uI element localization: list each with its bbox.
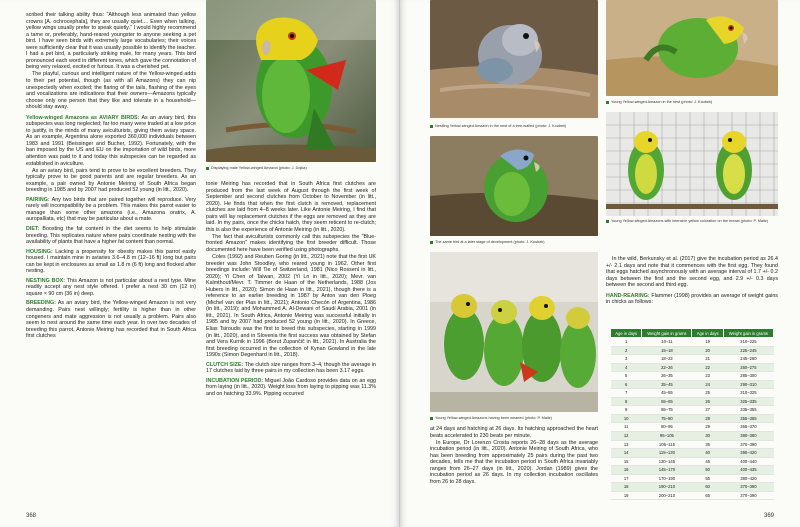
table-row	[611, 483, 774, 492]
paragraph-incubation	[206, 378, 376, 398]
section-text-nesting-box: This Amazon is not particular about a nest type. Mine readily accept any nest style offered. I prefer a nest 30 cm (12 in) square × 90 cm (36 in) deep.	[26, 277, 196, 297]
section-heading-breeding: BREEDING:	[26, 300, 56, 307]
table-cell: 17	[611, 474, 642, 483]
section-heading-housing: HOUSING:	[26, 248, 53, 255]
section-text-pairing: Any two birds that are paired together will reproduce. Very rarely will incompatibility be a problem. This makes this parrot easier to manage than some other amazons (i.e., Amazona oratrix, A. auropalliata, etc) that may be particular about a mate.	[26, 196, 196, 223]
table-cell: 130–145	[642, 457, 692, 466]
table-row	[611, 449, 774, 458]
table-cell: 370–390	[723, 440, 773, 449]
table-cell: 15–18	[642, 346, 692, 355]
table-cell: 19	[611, 491, 642, 500]
paragraph-pairing	[26, 197, 196, 223]
table-cell: 60	[692, 483, 723, 492]
section-heading-nesting-box: NESTING BOX:	[26, 277, 65, 284]
table-cell: 23	[692, 372, 723, 381]
caption-text: The same bird at a later stage of development (photo: J. Koubek)	[435, 240, 545, 244]
table-row	[611, 423, 774, 432]
header-weight-1: Weight gain in grams	[642, 329, 692, 338]
table-cell: 20	[692, 346, 723, 355]
table-cell: 24	[692, 380, 723, 389]
table-cell: 225–245	[723, 346, 773, 355]
table-cell: 290–310	[723, 380, 773, 389]
table-row	[611, 338, 774, 347]
table-cell: 210–225	[723, 338, 773, 347]
table-cell: 35	[692, 440, 723, 449]
table-cell: 5	[611, 372, 642, 381]
table-row	[611, 380, 774, 389]
table-row	[611, 457, 774, 466]
table-cell: 27	[692, 406, 723, 415]
section-text-incubation: Miguel João Cardoso provides data on an egg from laying (in litt., 2020). Weight loss from laying to pipping was 11.3% and on hatching 33.9%. Pipping occurred	[206, 377, 376, 397]
table-cell: 80–95	[642, 423, 692, 432]
table-cell: 380–420	[723, 474, 773, 483]
section-text-clutch-size: The clutch size ranges from 3–4, though the average in 17 clutches laid by three pairs in my collection has been 3.17 eggs.	[206, 361, 377, 375]
table-cell: 2	[611, 346, 642, 355]
table-cell: 325–335	[723, 397, 773, 406]
table-cell: 390–420	[723, 449, 773, 458]
paragraph-aviary-pairs: As an aviary bird, pairs tend to prove to be excellent breeders. They typically prove to be good parents and are regular breeders. As an example, a pair owned by Antonie Meiring of South Africa began breeding in 1985 and by 2007 had produced 52 young (in litt., 2020).	[26, 167, 196, 194]
photo-yellow-breast-pair	[606, 112, 778, 216]
table-cell: 22–26	[642, 363, 692, 372]
table-cell: 35–45	[642, 380, 692, 389]
caption-later-stage	[430, 240, 598, 245]
table-row	[611, 466, 774, 475]
header-age-1: Age in days	[611, 329, 642, 338]
table-cell: 14	[611, 449, 642, 458]
table-cell: 30	[692, 432, 723, 441]
photo-later-stage	[430, 136, 598, 236]
caption-weaned	[430, 416, 598, 421]
table-cell: 21	[692, 355, 723, 364]
table-cell: 95–105	[642, 432, 692, 441]
table-cell: 18–22	[642, 355, 692, 364]
table-row	[611, 346, 774, 355]
table-cell: 105–115	[642, 440, 692, 449]
table-cell: 4	[611, 363, 642, 372]
caption-marker-icon	[430, 125, 433, 128]
photo-weaned-group	[430, 252, 598, 412]
section-heading-hand-rearing: HAND-REARING:	[606, 292, 650, 299]
table-cell: 400–440	[723, 457, 773, 466]
weight-gain-table	[610, 328, 774, 500]
caption-text: Young Yellow-winged Amazons having been weaned (photo: P. Maltz)	[435, 416, 552, 420]
paragraph-hatching: at 24 days and hatching at 26 days. Its hatching approached the heart beats accelerated to 230 beats per minute.	[430, 426, 598, 439]
table-cell: 45–55	[642, 389, 692, 398]
table-body	[611, 338, 774, 500]
table-row	[611, 414, 774, 423]
table-cell: 370–390	[723, 491, 773, 500]
table-cell: 11	[611, 423, 642, 432]
paragraph-housing	[26, 249, 196, 275]
table-cell: 365–370	[723, 423, 773, 432]
header-weight-2: Weight gain in grams	[723, 329, 773, 338]
table-cell: 28	[692, 414, 723, 423]
section-heading-clutch-size: CLUTCH SIZE:	[206, 361, 244, 368]
table-cell: 190–210	[642, 483, 692, 492]
caption-young-in-nest	[606, 100, 778, 105]
caption-nestling-tree	[430, 124, 598, 129]
section-heading-incubation: INCUBATION PERIOD:	[206, 377, 264, 384]
left-column	[26, 12, 196, 340]
table-cell: 65–75	[642, 406, 692, 415]
section-text-breeding: As an aviary bird, the Yellow-winged Amazon is not very demanding. Pairs nest willingly; fertility is higher than in other congeners and mate aggression is not usually a problem. Pairs also seem to nest around the same time each year. In over two decades of breeding this parrot, Antonie Meiring has recorded that in South Africa first clutches	[26, 300, 196, 340]
header-age-2: Age in days	[692, 329, 723, 338]
right-page	[400, 0, 800, 527]
section-heading-diet: DIET:	[26, 225, 40, 232]
caption-marker-icon	[206, 167, 209, 170]
table-row	[611, 440, 774, 449]
table-cell: 260–275	[723, 363, 773, 372]
paragraph-playful: The playful, curious and intelligent nature of the Yellow-winged adds to their pet potential, though (as with all Amazons) they can nip unexpectedly when excited; the flaring of the tails, flashing of the eyes and vocalizations are indications that their owners—Amazons typically choose only one person that they like and tolerate in a household—should stay away.	[26, 71, 196, 111]
table-header-row	[611, 329, 774, 338]
photo-nestling-tree-nest	[430, 0, 598, 118]
caption-displaying-male	[206, 166, 376, 171]
table-row	[611, 491, 774, 500]
table-cell: 12	[611, 432, 642, 441]
table-cell: 335–355	[723, 406, 773, 415]
caption-marker-icon	[430, 241, 433, 244]
table-cell: 19	[692, 338, 723, 347]
section-text-housing: Lacking a propensity for obesity makes this parrot easily housed. I maintain mine in aviaries 3.6–4.8 m (12–16 ft) long but pairs can be kept in enclosures as small as 1.8 m (6 ft) long and flocked after nesting.	[26, 248, 196, 275]
table-row	[611, 406, 774, 415]
table-cell: 65	[692, 491, 723, 500]
paragraph-incubation-period: In Europe, Dr Lorenzo Crosta reports 26–28 days as the average incubation period (in litt., 2020). Antonie Meiring of South Africa, who has been breeding from approximately 25 pairs during the past two decades, tells me that the incubation period in South Africa invariably ranges from 26–27 days (in litt., 2020). Jordan (1989) gives the incubation period as 26 days. In my collection incubation oscillates from 26 to 28 days.	[430, 439, 598, 485]
photo-displaying-male	[206, 0, 376, 162]
caption-text: Young Yellow-winged Amazon in the nest (photo: J. Koubek)	[611, 100, 713, 104]
paragraph-wild-incubation: In the wild, Berkunsky et al. (2017) give the incubation period as 26.4 +/- 2.1 days and note that it commences with the first egg. They found that eggs hatched asynchronously with an average interval of 1.7 +/- 0.2 days between the first and the second egg, and 2.9 +/- 0.3 days between the second and third egg.	[606, 256, 778, 289]
table-row	[611, 432, 774, 441]
table-cell: 15	[611, 457, 642, 466]
table-cell: 75–80	[642, 414, 692, 423]
table-cell: 18	[611, 483, 642, 492]
table-cell: 170–190	[642, 474, 692, 483]
table-cell: 10–11	[642, 338, 692, 347]
table-cell: 200–210	[642, 491, 692, 500]
table-row	[611, 474, 774, 483]
table-cell: 6	[611, 380, 642, 389]
caption-marker-icon	[606, 220, 609, 223]
table-cell: 13	[611, 440, 642, 449]
table-row	[611, 389, 774, 398]
section-text-aviary: As an aviary bird, this subspecies was long neglected; far too many were traded at a low price to justify, in the minds of many aviculturists, giving them aviary space. As an example, Argentina alone exported 360,000 individuals between 1983 and 1991 (Beissinger and Bucher, 1992). Fortunately, with the ban imposed by the US and EU on the importation of wild birds, more attention was paid to it and today this subspecies can be regarded as established in aviculture.	[26, 114, 196, 167]
table-row	[611, 363, 774, 372]
table-cell: 3	[611, 355, 642, 364]
paragraph-clutches: tonie Meiring has recorded that in South Africa first clutches are produced from the last week of August through the first week of September and second clutches from October to November (in litt., 2020). He finds that when the first clutch is removed, replacement clutches are laid from 4–8 weeks later. Like Antonie Meiring, I find that pairs will lay replacement clutches if the eggs are removed as they are laid. In my pairs, once the chicks hatch, they seem reticent to re-clutch; this is also the experience of Antonie Meiring (in litt., 2020).	[206, 181, 376, 233]
paragraph-first-breeders: Coles (1992) and Reuben Goring (in litt., 2021) note that the first UK breeder was John Stoodley, who reared young in 1962. Other first breedings include: Will Tie of Switzerland, 1981 (Nico Rossenl in litt., 2020); Yi Chen of Taiwan, 2002 (Yi Ln in litt., 2020); Mevr. van Kalmthout/Mevr. T. Timmer de Haan of the Netherlands, 1988 (Jos Hubers in litt., 2020); Simon de Haan in litt., 2021), though there is a reference to an earlier breeding in 1987 by Anton van den Ploeg (Michel van der Plas in litt., 2021); Antonio Checón of Argentina, 1986 (in litt., 2019); and Mohammed A. Al-Dewani of Saudi Arabia, 2001 (in litt., 2021). In South Africa, Antonie Meiring was successful initially in 1985 and by 2007 had produced 52 young (in litt., 2020). In Greece, Elias Tsiroudis was the first to breed this subspecies, starting in 1999 (in litt., 2020), and in Slovenia the first success was obtained by Stefan and Vera Kurnik in 1996 (Borut Zupančič in litt., 2021). In Australia the first breeding occurred in the collection of Kynan Gowland in the late 1990s (Simon Degenhard in litt., 2018).	[206, 254, 376, 359]
table-cell: 25	[692, 389, 723, 398]
caption-text: Displaying male Yellow-winged Amazon (photo: J. Dojka)	[211, 166, 307, 170]
paragraph-diet	[26, 226, 196, 246]
photo-young-in-nest	[606, 0, 778, 96]
table-cell: 9	[611, 406, 642, 415]
section-heading-aviary: Yellow-winged Amazons as AVIARY BIRDS:	[26, 114, 140, 121]
rearing-column	[606, 256, 778, 306]
table-cell: 400–435	[723, 466, 773, 475]
right-column	[206, 181, 376, 398]
table-cell: 45	[692, 457, 723, 466]
table-cell: 22	[692, 363, 723, 372]
table-cell: 7	[611, 389, 642, 398]
paragraph-breeding	[26, 300, 196, 339]
section-text-hand-rearing: Flammer (1998) provides an average of weight gains in chicks as follows:	[606, 292, 778, 306]
table-row	[611, 397, 774, 406]
paragraph-hand-rearing	[606, 293, 778, 306]
middle-column	[430, 426, 598, 486]
paragraph-aviary-birds	[26, 115, 196, 167]
table-row	[611, 372, 774, 381]
table-cell: 40	[692, 449, 723, 458]
table-cell: 355–365	[723, 414, 773, 423]
table-cell: 115–130	[642, 449, 692, 458]
paragraph-intro: scribed their talking ability thus: "Although less animated than yellow crowns [A. ochrocephala], they are usually quiet.... Even when talking, yellow wings usually prefer to speak quietly." I would highly recommend a tame or, preferably, hand-reared youngster to anyone seeking a pet bird. I have seen birds with extremely large vocabularies; their voices were sufficiently clear that it was usually possible to identify the teacher. I had a pet bird, a particularly striking male, for many years. This bird pronounced each word in different tones, which gave the connotation of being very relaxed, excited or furious. It was a cherished pet.	[26, 12, 196, 71]
table-cell: 26–35	[642, 372, 692, 381]
table-cell: 50	[692, 466, 723, 475]
paragraph-clutch-size	[206, 362, 376, 375]
table-cell: 145–170	[642, 466, 692, 475]
table-cell: 55	[692, 474, 723, 483]
table-cell: 16	[611, 466, 642, 475]
table-cell: 285–300	[723, 372, 773, 381]
caption-marker-icon	[430, 417, 433, 420]
table-cell: 310–325	[723, 389, 773, 398]
table-cell: 55–65	[642, 397, 692, 406]
caption-text: Young Yellow-winged Amazons with intensive yellow coloration on the breast (photo: P. Maltz)	[611, 219, 769, 223]
table-cell: 8	[611, 397, 642, 406]
section-heading-pairing: PAIRING:	[26, 196, 50, 203]
page-number-right: 369	[763, 513, 774, 519]
table-cell: 380–380	[723, 432, 773, 441]
page-number-left: 368	[26, 513, 37, 519]
caption-marker-icon	[606, 101, 609, 104]
table-row	[611, 355, 774, 364]
paragraph-nesting-box	[26, 278, 196, 298]
paragraph-blue-fronted: The fact that aviculturists commonly call this subspecies the "Blue-fronted Amazon" makes identifying the first breeder difficult. Those documented here have been verified using photographs.	[206, 233, 376, 253]
table-cell: 26	[692, 397, 723, 406]
table-cell: 29	[692, 423, 723, 432]
section-text-diet: Boosting the fat content in the diet seems to help stimulate breeding. This replicates nature where pairs coordinate nesting with the availability of plants that have a higher fat content than normal.	[26, 225, 196, 246]
table-cell: 245–260	[723, 355, 773, 364]
table-cell: 370–390	[723, 483, 773, 492]
caption-yellow-breast	[606, 219, 778, 224]
caption-text: Nestling Yellow-winged Amazon in the nest of a tree-walled (photo: J. Koubek)	[435, 124, 567, 128]
table-cell: 10	[611, 414, 642, 423]
table-cell: 1	[611, 338, 642, 347]
